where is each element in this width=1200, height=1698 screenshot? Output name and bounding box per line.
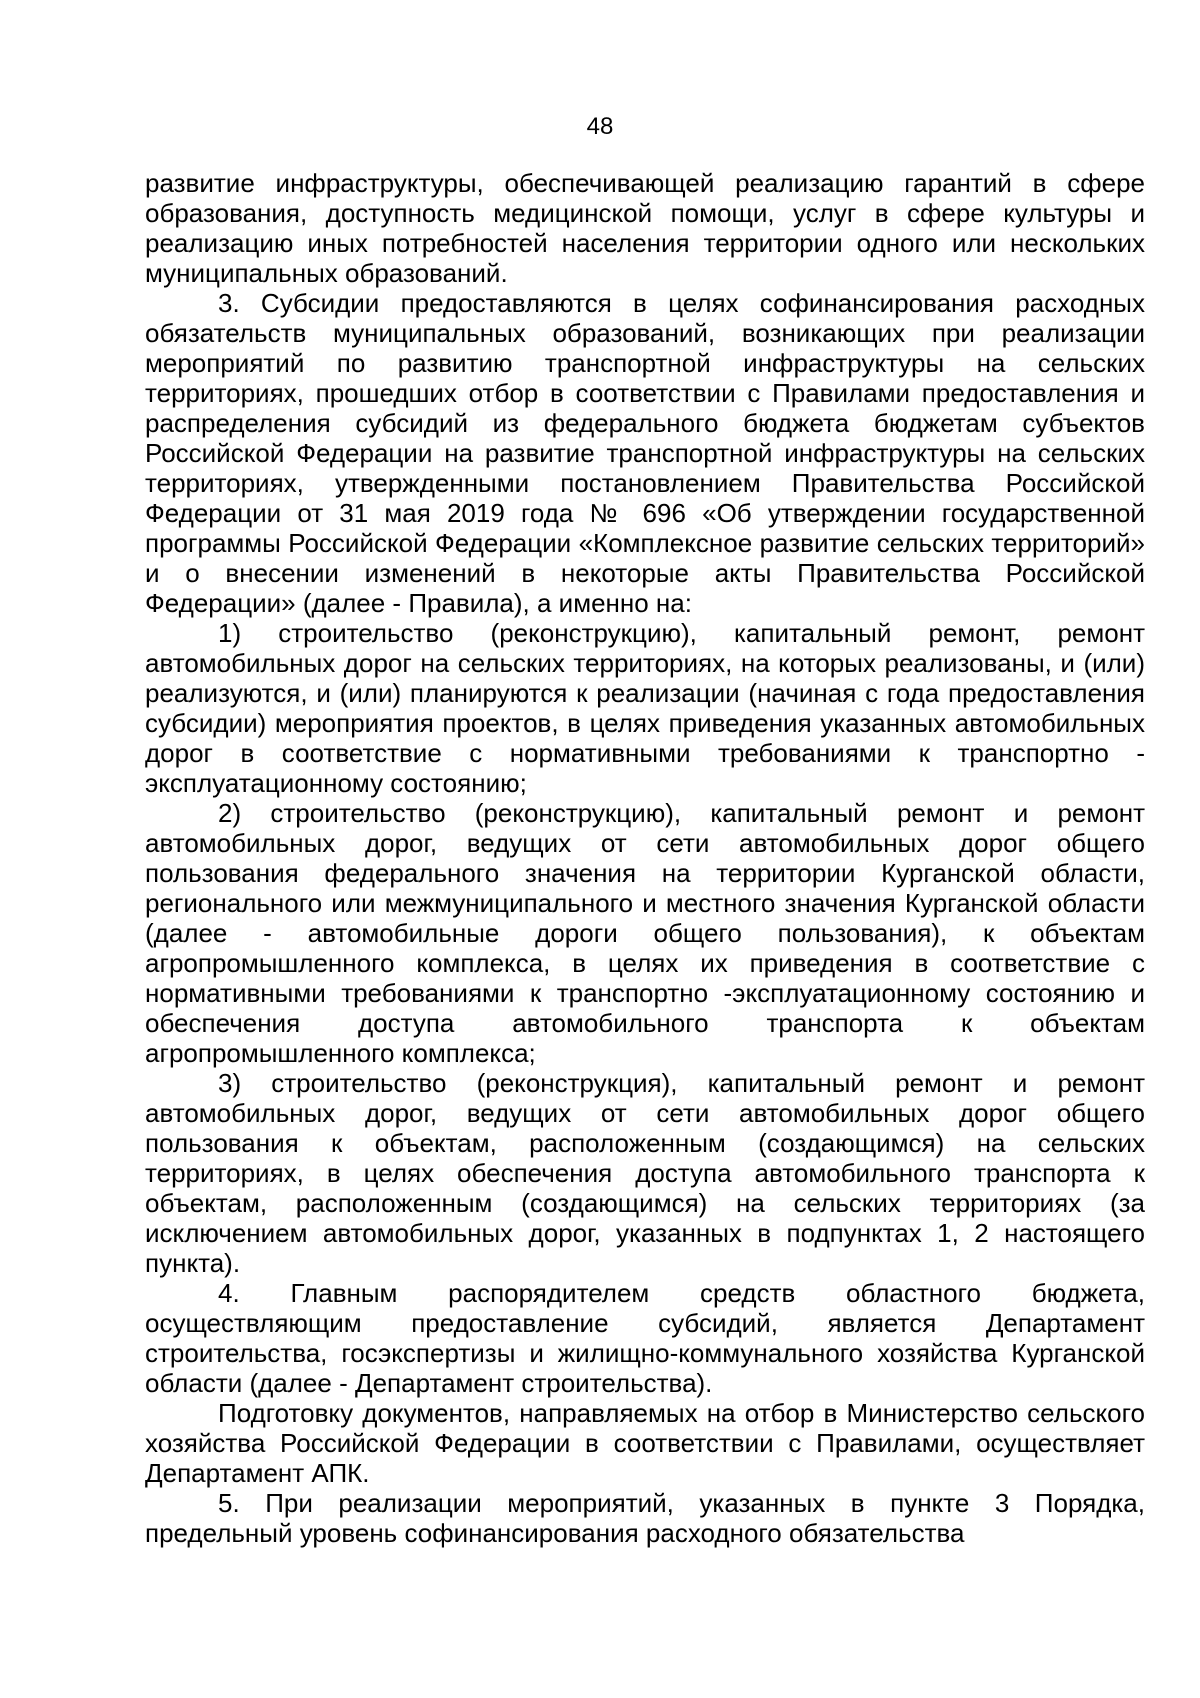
page-number: 48: [586, 113, 614, 140]
paragraph-continuation: развитие инфраструктуры, обеспечивающей реализацию гарантий в сфере образования, доступность медицинской помощи, услуг в сфере культуры и реализацию иных потребностей населения территории одного или нескольких муниципальных образований.: [145, 168, 1145, 288]
paragraph-item-4: 4. Главным распорядителем средств областного бюджета, осуществляющим предоставление субсидий, является Департамент строительства, госэкспертизы и жилищно-коммунального хозяйства Курганской области (далее - Департамент строительства).: [145, 1278, 1145, 1398]
document-body: [145, 168, 1145, 1548]
paragraph-subitem-3: 3) строительство (реконструкция), капитальный ремонт и ремонт автомобильных дорог, ведущих от сети автомобильных дорог общего пользования к объектам, расположенным (создающимся) на сельских территориях, в целях обеспечения доступа автомобильного транспорта к объектам, расположенным (создающимся) на сельских территориях (за исключением автомобильных дорог, указанных в подпунктах 1, 2 настоящего пункта).: [145, 1068, 1145, 1278]
paragraph-item-3: 3. Субсидии предоставляются в целях софинансирования расходных обязательств муниципальных образований, возникающих при реализации мероприятий по развитию транспортной инфраструктуры на сельских территориях, прошедших отбор в соответствии с Правилами предоставления и распределения субсидий из федерального бюджета бюджетам субъектов Российской Федерации на развитие транспортной инфраструктуры на сельских территориях, утвержденными постановлением Правительства Российской Федерации от 31 мая 2019 года № 696 «Об утверждении государственной программы Российской Федерации «Комплексное развитие сельских территорий» и о внесении изменений в некоторые акты Правительства Российской Федерации» (далее - Правила), а именно на:: [145, 288, 1145, 618]
paragraph-document-preparation: Подготовку документов, направляемых на отбор в Министерство сельского хозяйства Российской Федерации в соответствии с Правилами, осуществляет Департамент АПК.: [145, 1398, 1145, 1488]
paragraph-subitem-1: 1) строительство (реконструкцию), капитальный ремонт, ремонт автомобильных дорог на сельских территориях, на которых реализованы, и (или) реализуются, и (или) планируются к реализации (начиная с года предоставления субсидии) мероприятия проектов, в целях приведения указанных автомобильных дорог в соответствие с нормативными требованиями к транспортно - эксплуатационному состоянию;: [145, 618, 1145, 798]
paragraph-subitem-2: 2) строительство (реконструкцию), капитальный ремонт и ремонт автомобильных дорог, ведущих от сети автомобильных дорог общего пользования федерального значения на территории Курганской области, регионального или межмуниципального и местного значения Курганской области (далее - автомобильные дороги общего пользования), к объектам агропромышленного комплекса, в целях их приведения в соответствие с нормативными требованиями к транспортно -эксплуатационному состоянию и обеспечения доступа автомобильного транспорта к объектам агропромышленного комплекса;: [145, 798, 1145, 1068]
paragraph-item-5: 5. При реализации мероприятий, указанных в пункте 3 Порядка, предельный уровень софинансирования расходного обязательства: [145, 1488, 1145, 1548]
